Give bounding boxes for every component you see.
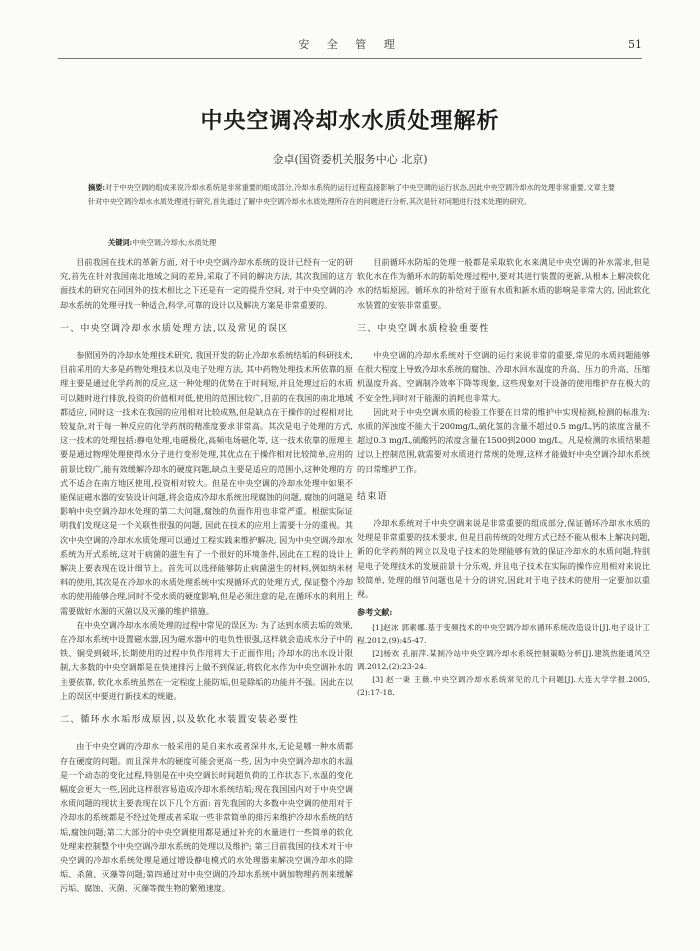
section-2-paragraph-2: 目前循环水防垢的处理一般都是采取软化水来满足中央空调的补水需求,但是软化水在作为循环水的防垢处理过程中,要对其进行装置的更新,从根本上解决软化水的结垢原因。循环水的补给对于原有水质和新水质的影响是非常大的, 因此软化水装置的安装非常重要。 — [357, 257, 650, 310]
intro-paragraph: 目前我国在技术的革新方面, 对于中央空调冷却水系统的设计已经有一定的研究,首先在针对我国南北地域之间的差异,采取了不同的解决方法, 其次我国的这方面技术的研究在同国外的技术相比之下还是有一定的提升空间, 对于中央空调的冷却水系统的处理寻找一种适合,科学,可靠的设计以及解决方案是非常重要的。 — [60, 257, 353, 310]
abstract — [88, 181, 616, 208]
references-heading: 参考文献: — [357, 607, 393, 618]
section-3-heading: 三、中央空调水质检验重要性 — [357, 323, 490, 334]
abstract-text: 对于中央空调的组成来说冷却水系统是非常重要的组成部分,冷却水系统的运行过程直接影响了中央空调的运行状态,因此中央空调冷却水的处理非常重要,文章主要针对中央空调冷却水水质处理进行研究,首先通过了解中央空调冷却水水质处理所存在的问题进行分析,其次是针对问题进行技术处理的研究。 — [88, 183, 616, 206]
section-1-heading: 一、中央空调冷却水水质处理方法,以及常见的误区 — [60, 323, 289, 334]
right-column — [357, 255, 650, 699]
section-1-paragraph-2: 在中央空调冷却水水质处理的过程中常见的误区为: 为了达到水质去垢的效果,在冷却水系统中设置磁水器,因为磁水器中的电负性很强,这样就会造成水分子中的铁、铜受到破坏,长期使用的过程中负作用将大于正面作用; 冷却水的出水设计限制,大多数的中央空调都是在快速排污上做不到保证,将软化水作为中央空调补水的主要依靠, 软化水系统虽然在一定程度上能防垢,但是除垢的功能并不强。因此在以上的误区中要进行新技术的规避。 — [60, 619, 353, 701]
keywords — [108, 236, 608, 249]
conclusion-paragraph: 冷却水系统对于中央空调来说是非常重要的组成部分,保证循环冷却水水质的处理是非常重要的技术要求, 但是目前传统的处理方式已经不能从根本上解决问题, 新的化学药剂的网立以及电子技术的处理能够有效的保证冷却水的水质问题,特别是电子处理技术的发展前景十分乐观, 并且电子技术在实际的操作应用相对来说比较简单, 处理的细节问题也是十分的讲究,因此对于电子技术的使用一定要加以重视。 — [357, 518, 650, 600]
section-2-paragraph-1: 由于中央空调的冷却水一般采用的是自来水或者深井水,无论是哪一种水质都存在硬度的问题。而且深井水的硬度可能会更高一些, 因为中央空调冷却水的水温是一个动态的变化过程,特别是在中央空调长时间超负荷的工作状态下,水温的变化幅度会更大一些,因此这样很容易造成冷却水系统结垢;现在我国国内对于中央空调水质问题的现状主要表现在以下几个方面: 首先我国的大多数中央空调的使用对于冷却水的系统都是不经过处理或者采取一些非常简单的排污来维护冷却水系统的结垢,腐蚀问题;第二大部分的中央空调使用都是通过补充的水量进行一些简单的软化处理来控制整个中央空调冷却水系统的处理以及维护; 第三目前我国的技术对于中央空调的冷却水系统处理是通过增设静电模式的水处理器来解决空调冷却水的除垢、杀菌、灭藻等问题;第四通过对中央空调的冷却水系统中调加物理药剂来缓解污垢、腐蚀、灭菌、灭藻等微生物的繁殖速度。 — [60, 741, 353, 894]
section-2-heading: 二、循环水水垢形成原因,以及软化水装置安装必要性 — [60, 715, 299, 726]
article-title: 中央空调冷却水水质处理解析 — [200, 108, 500, 134]
section-1-paragraph-1: 参照国外的冷却水处理技术研究, 我国开发的防止冷却水系统结垢的科研技术, 目前采用的大多是药物处理技术以及电子处理方法, 其中药物处理技术所依靠的原理主要是通过化学药剂的反应,这一种处理的优势在于时间短,并且处理过后的水质可以随时进行排放,投资的价值相对低,使用的范围比较广,目前的在我国的南北地域都适应, 同时这一技术在我国的应用相对比较成熟,但是缺点在于操作的过程相对比较复杂,对于每一种反应的化学药剂的精准度要求非常高。其次是电子处理的方式,这一技术的处理包括:静电处理,电磁极化,高频电场磁化等, 这一技术依靠的原理主要是通过物理处理使得水分子进行变形处理,其优点在于操作相对比较简单,应用的前景比较广,能有效缓解冷却水的硬度问题,缺点主要是适应的范围小,这种处理的方式不适合在南方地区使用,投资相对较大。但是在中央空调的冷却水处理中如果不能保证磁水器的安装设计问题,将会造成冷却水系统出现腐蚀的问题, 腐蚀的问题是影响中央空调冷却水处理的第二大问题,腐蚀的负面作用也非常严重。根据实际证明我们发现这是一个关联性很强的问题, 因此在技术的应用上需要十分的重视。其次中央空调的冷却水水质处理可以通过工程实践来维护解决, 因为中央空调冷却水系统为开式系统,这对于病菌的滋生有了一个很好的环境条件,因此在工程的设计上解决上要表现在设计细节上。首先可以选择能够防止病菌滋生的材料,例如纳米材料的使用,其次是在冷却水的水质处理系统中实现循环式的处理方式, 保证整个冷却水的使用能够合理,同时不受水质的硬度影响,但是必须注意的是,在循环水的利用上需要做好水源的灭菌以及灭藻的维护措施。 — [60, 350, 353, 616]
section-3-paragraph-2: 因此对于中央空调水质的检验工作要在日常的维护中实现检测,检测的标准为:水质的浑浊度不能大于200mg/L,硫化氢的含量不超过0.5 mg/L,钙的浓度含量不超过0.3 mg/L,硫酸钙的浓度含量在1500到2000 mg/L。凡是检测的水质结果超过以上控制范围,就需要对水质进行常规的处理,这样才能做好中央空调冷却水系统的日常维护工作。 — [357, 406, 650, 474]
page-number: 51 — [628, 38, 642, 51]
section-3-paragraph-1: 中央空调的冷却水系统对于空调的运行来说非常的重要,常见的水质问题能够在很大程度上导致冷却水系统的腐蚀、冷却水回水温度的升高、压力的升高、压缩机温度升高、空调制冷效率下降等现象, 这些现象对于设备的使用维护存在极大的不安全性,同时对于能源的消耗也非常大。 — [357, 350, 650, 403]
abstract-label: 摘要: — [88, 183, 106, 192]
conclusion-heading: 结束语 — [357, 491, 388, 502]
keywords-label: 关键词: — [108, 238, 133, 247]
reference-item: [3] 赵一秉 王薇.中央空调冷却水系统常见的几个问题[J].大连大学学报.2005,(2):17-18. — [357, 675, 650, 698]
reference-item: [2]杨欢 孔丽萍.某制冷站中央空调冷却水系统控制策略分析[J].建筑热能通风空调.2012,(2):23-24. — [357, 649, 650, 672]
left-column — [60, 255, 353, 896]
page-header — [58, 0, 642, 59]
journal-section-name: 安 全 管 理 — [298, 38, 402, 51]
article-author: 金卓(国资委机关服务中心 北京) — [272, 153, 428, 166]
keywords-text: 中央空调;冷却水;水质处理 — [132, 238, 217, 247]
reference-item: [1]赵冰 郭素娜.基于变频技术的中央空调冷却水循环系统改造设计[J].电子设计工程.2012,(9):45-47. — [357, 623, 650, 646]
